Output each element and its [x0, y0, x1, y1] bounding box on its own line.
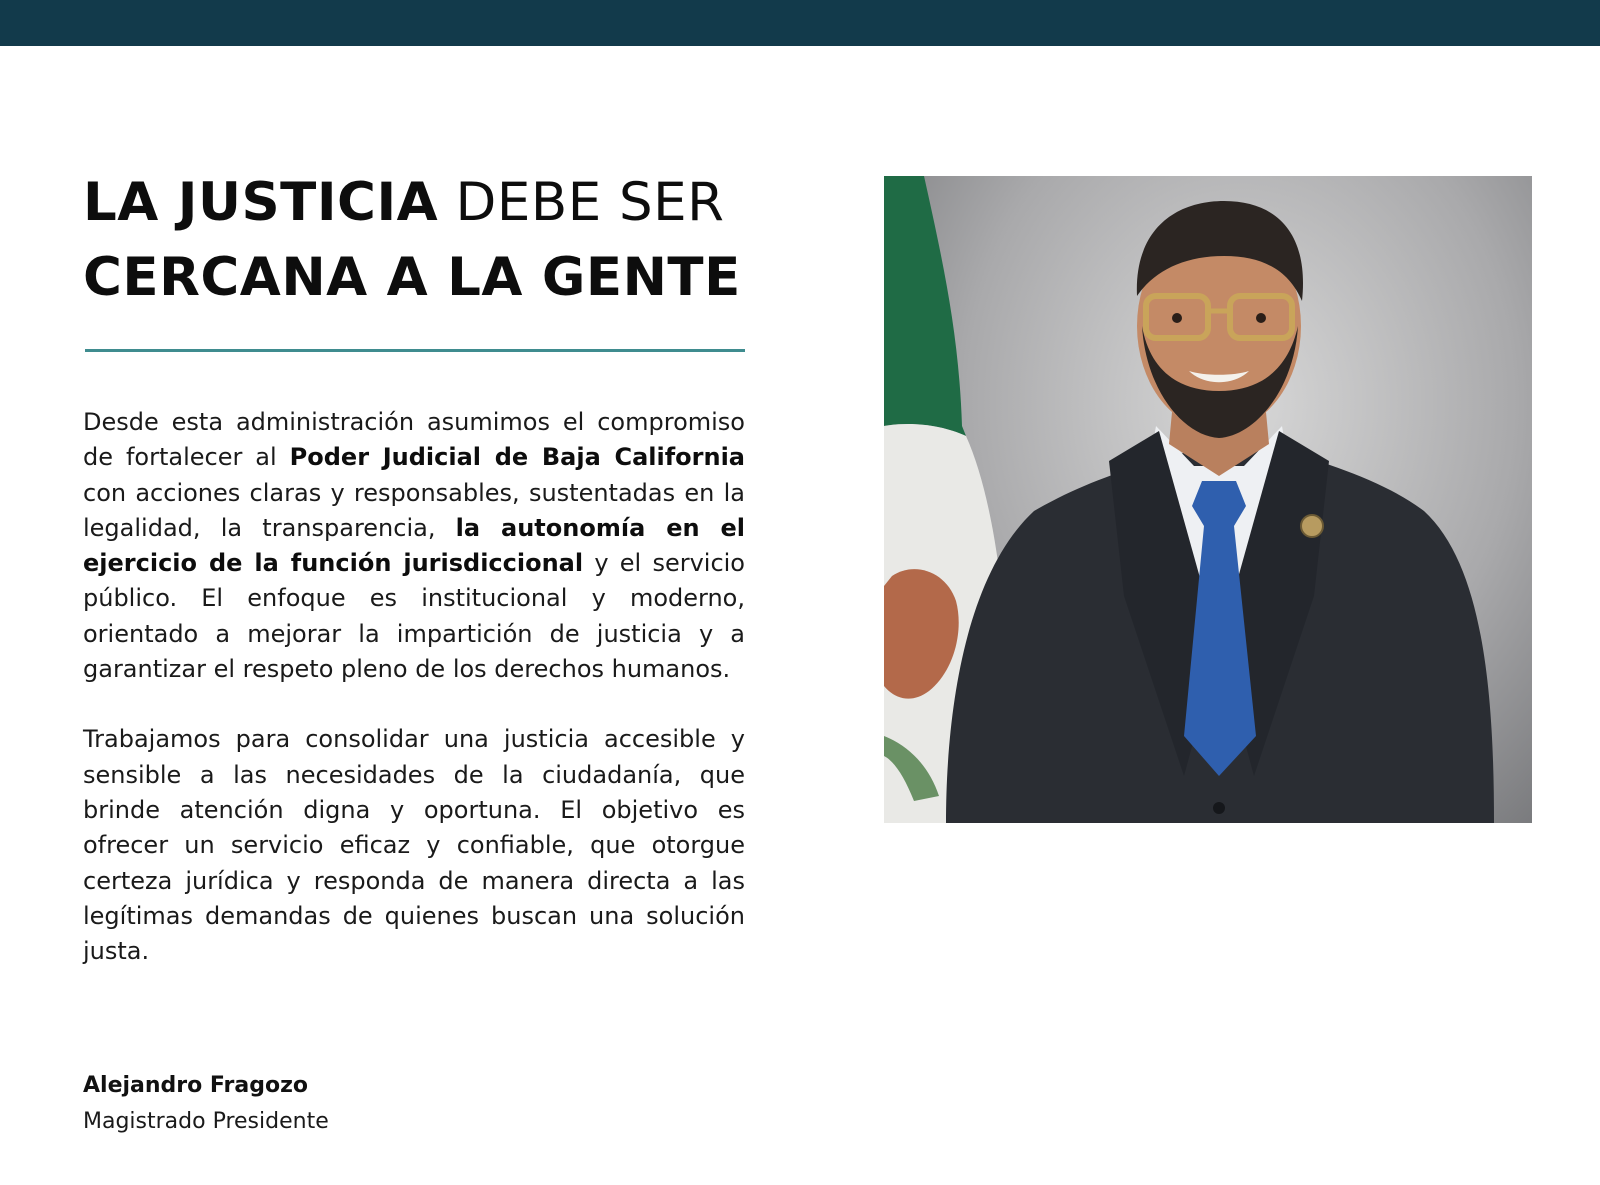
lapel-pin — [1301, 515, 1323, 537]
headline-line-1 — [83, 165, 803, 240]
eye-left — [1172, 313, 1182, 323]
paragraph-1-text-1: Desde esta administración asumimos el compromiso de fortalecer al — [83, 408, 745, 472]
message-paragraph-2: Trabajamos para consolidar una justicia accesible y sensible a las necesidades de la ciudadanía, que brinde atención digna y oportuna. El objetivo es ofrecer un servicio eficaz y confiable, que otorgue certeza jurídica y responda de manera directa a las legítimas demandas de quienes buscan una solución justa. — [83, 725, 745, 966]
paragraph-1-text-2: con acciones claras y responsables, sustentadas en la legalidad, la transparencia, — [83, 478, 745, 542]
top-bar — [0, 0, 1600, 46]
paragraph-1-bold-2: la autonomía en el ejercicio de la función jurisdiccional — [83, 513, 745, 578]
eye-right — [1256, 313, 1266, 323]
portrait-illustration — [884, 176, 1532, 823]
flag-green-stripe — [884, 176, 966, 436]
paragraph-1-text-3: y el servicio público. El enfoque es institucional y moderno, orientado a mejorar la impartición de justicia y a garantizar el respeto pleno de los derechos humanos. — [83, 549, 745, 684]
signature-title: Magistrado Presidente — [83, 1109, 329, 1134]
signature-name: Alejandro Fragozo — [83, 1073, 309, 1098]
headline-regular-1: DEBE SER — [455, 172, 725, 233]
official-portrait-photo — [884, 176, 1532, 823]
message-paragraph-1 — [83, 405, 745, 687]
headline-line-2: CERCANA A LA GENTE — [83, 247, 741, 308]
jacket-button — [1213, 802, 1225, 814]
page-headline — [83, 165, 803, 315]
message-body — [83, 405, 745, 969]
paragraph-1-bold-1: Poder Judicial de Baja California — [289, 443, 745, 472]
headline-divider — [85, 349, 745, 352]
headline-bold-1: LA JUSTICIA — [83, 172, 439, 233]
